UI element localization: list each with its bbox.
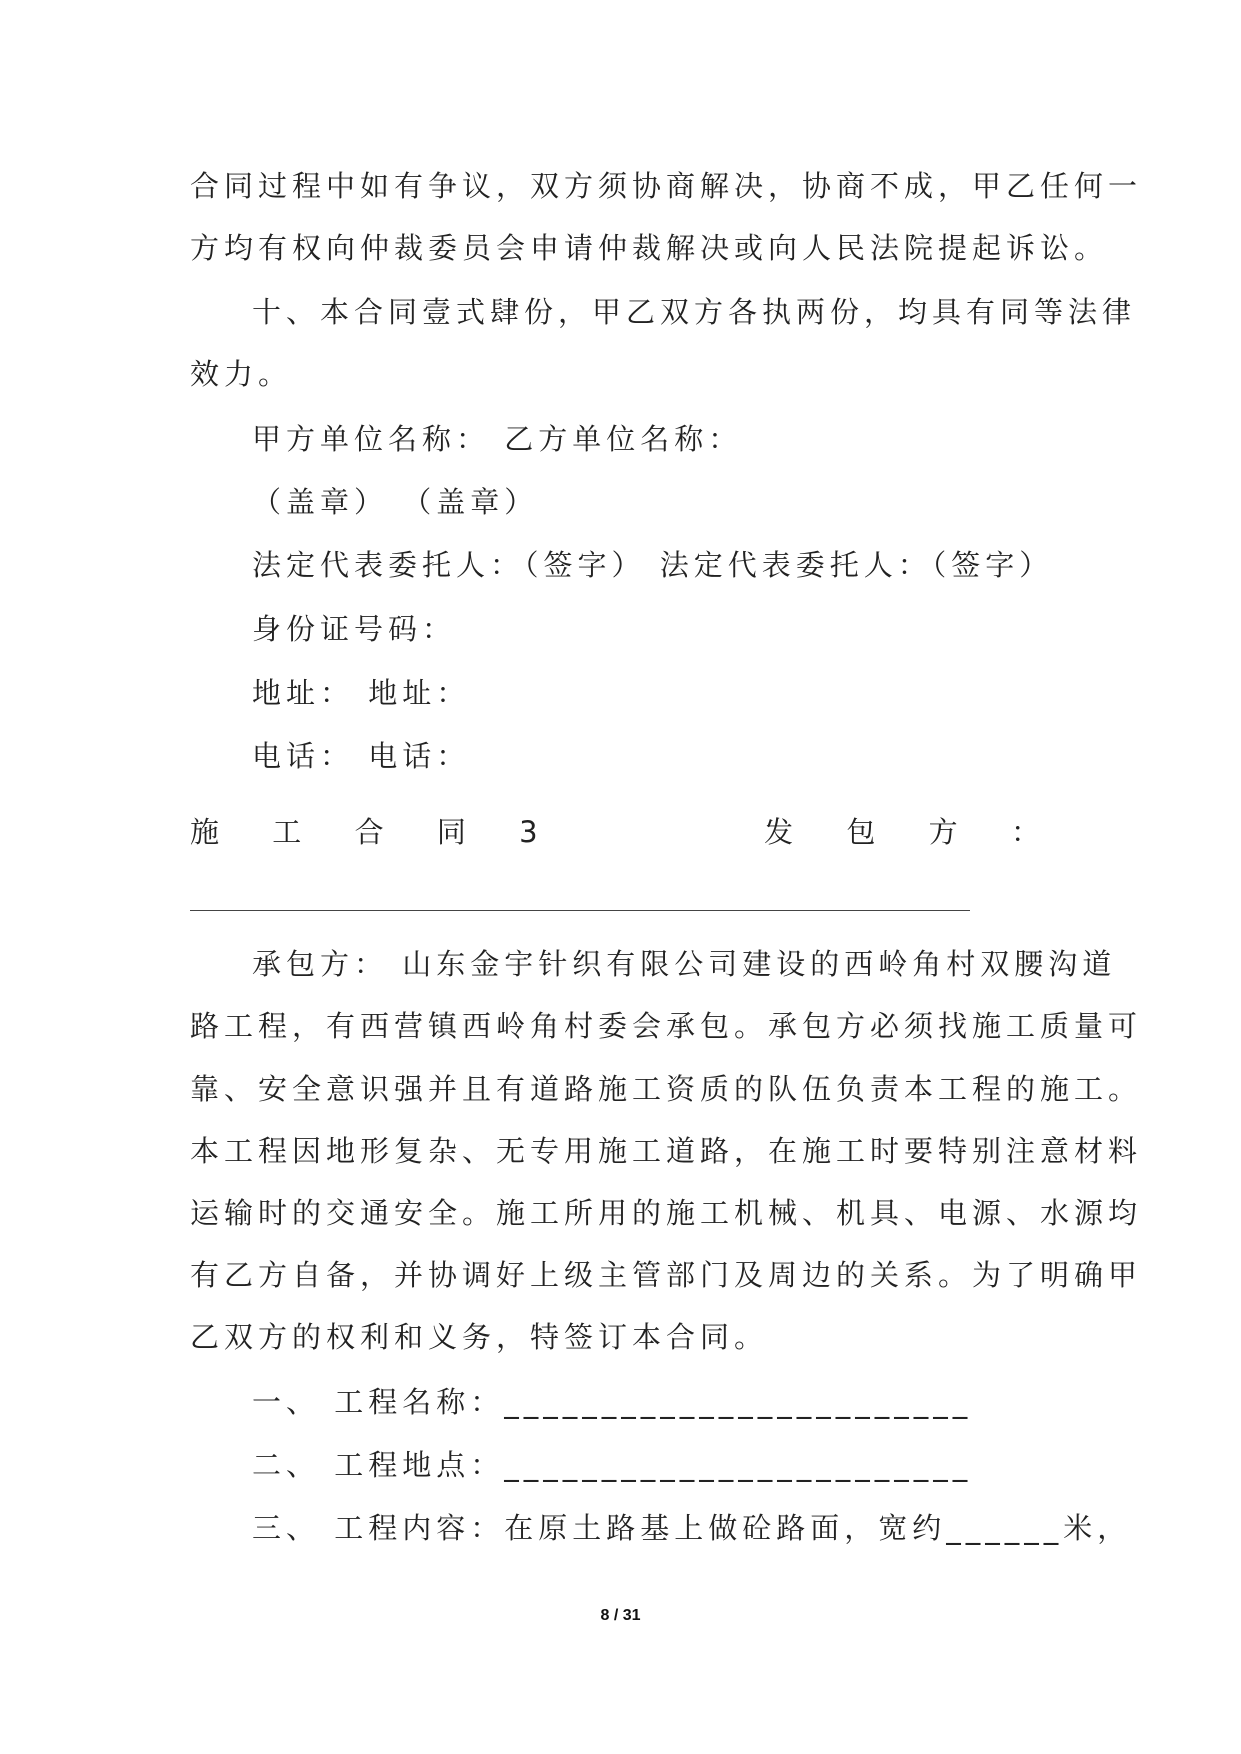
signature-id-number: 身份证号码： <box>252 612 457 646</box>
signature-phone: 电话： 电话： <box>252 739 471 773</box>
contract-line: 承包方： 山东金宇针织有限公司建设的西岭角村双腰沟道 <box>252 947 1117 981</box>
paragraph-line: 合同过程中如有争议，双方须协商解决，协商不成，甲乙任何一 <box>190 169 1143 203</box>
paragraph-line: 十、本合同壹式肆份，甲乙双方各执两份，均具有同等法律 <box>252 295 1137 329</box>
contract-line: 路工程，有西营镇西岭角村委会承包。承包方必须找施工质量可 <box>190 1009 1143 1043</box>
blank-underline <box>190 910 970 911</box>
heading-char: ： <box>1010 815 1040 849</box>
contract-line: 靠、安全意识强并且有道路施工资质的队伍负责本工程的施工。 <box>190 1072 1143 1106</box>
paragraph-line: 效力。 <box>190 357 293 391</box>
contract-line: 乙双方的权利和义务，特签订本合同。 <box>190 1320 769 1354</box>
signature-address: 地址： 地址： <box>252 676 471 710</box>
heading-char: 发 <box>764 815 794 849</box>
signature-seal: （盖章） （盖章） <box>252 485 539 519</box>
contract-item-location: 二、 工程地点：________________________ <box>252 1448 973 1482</box>
paragraph-line: 方均有权向仲裁委员会申请仲裁解决或向人民法院提起诉讼。 <box>190 231 1109 265</box>
contract-line: 本工程因地形复杂、无专用施工道路，在施工时要特别注意材料 <box>190 1134 1143 1168</box>
heading-char: 方 <box>928 815 958 849</box>
contract-heading-row <box>190 812 1040 852</box>
contract-line: 有乙方自备，并协调好上级主管部门及周边的关系。为了明确甲 <box>190 1258 1143 1292</box>
signature-representative: 法定代表委托人：（签字） 法定代表委托人：（签字） <box>252 548 1054 582</box>
contract-line: 运输时的交通安全。施工所用的施工机械、机具、电源、水源均 <box>190 1196 1143 1230</box>
page-number: 8 / 31 <box>600 1607 641 1624</box>
heading-spacer <box>591 812 711 852</box>
heading-char: 3 <box>519 815 538 849</box>
contract-item-name: 一、 工程名称：________________________ <box>252 1385 973 1419</box>
heading-char: 包 <box>846 815 876 849</box>
heading-char: 同 <box>436 815 466 849</box>
contract-item-content: 三、 工程内容：在原土路基上做砼路面，宽约______米， <box>252 1511 1132 1545</box>
heading-char: 工 <box>272 815 302 849</box>
signature-party-names: 甲方单位名称： 乙方单位名称： <box>252 422 743 456</box>
heading-char: 施 <box>190 815 220 849</box>
heading-char: 合 <box>354 815 384 849</box>
